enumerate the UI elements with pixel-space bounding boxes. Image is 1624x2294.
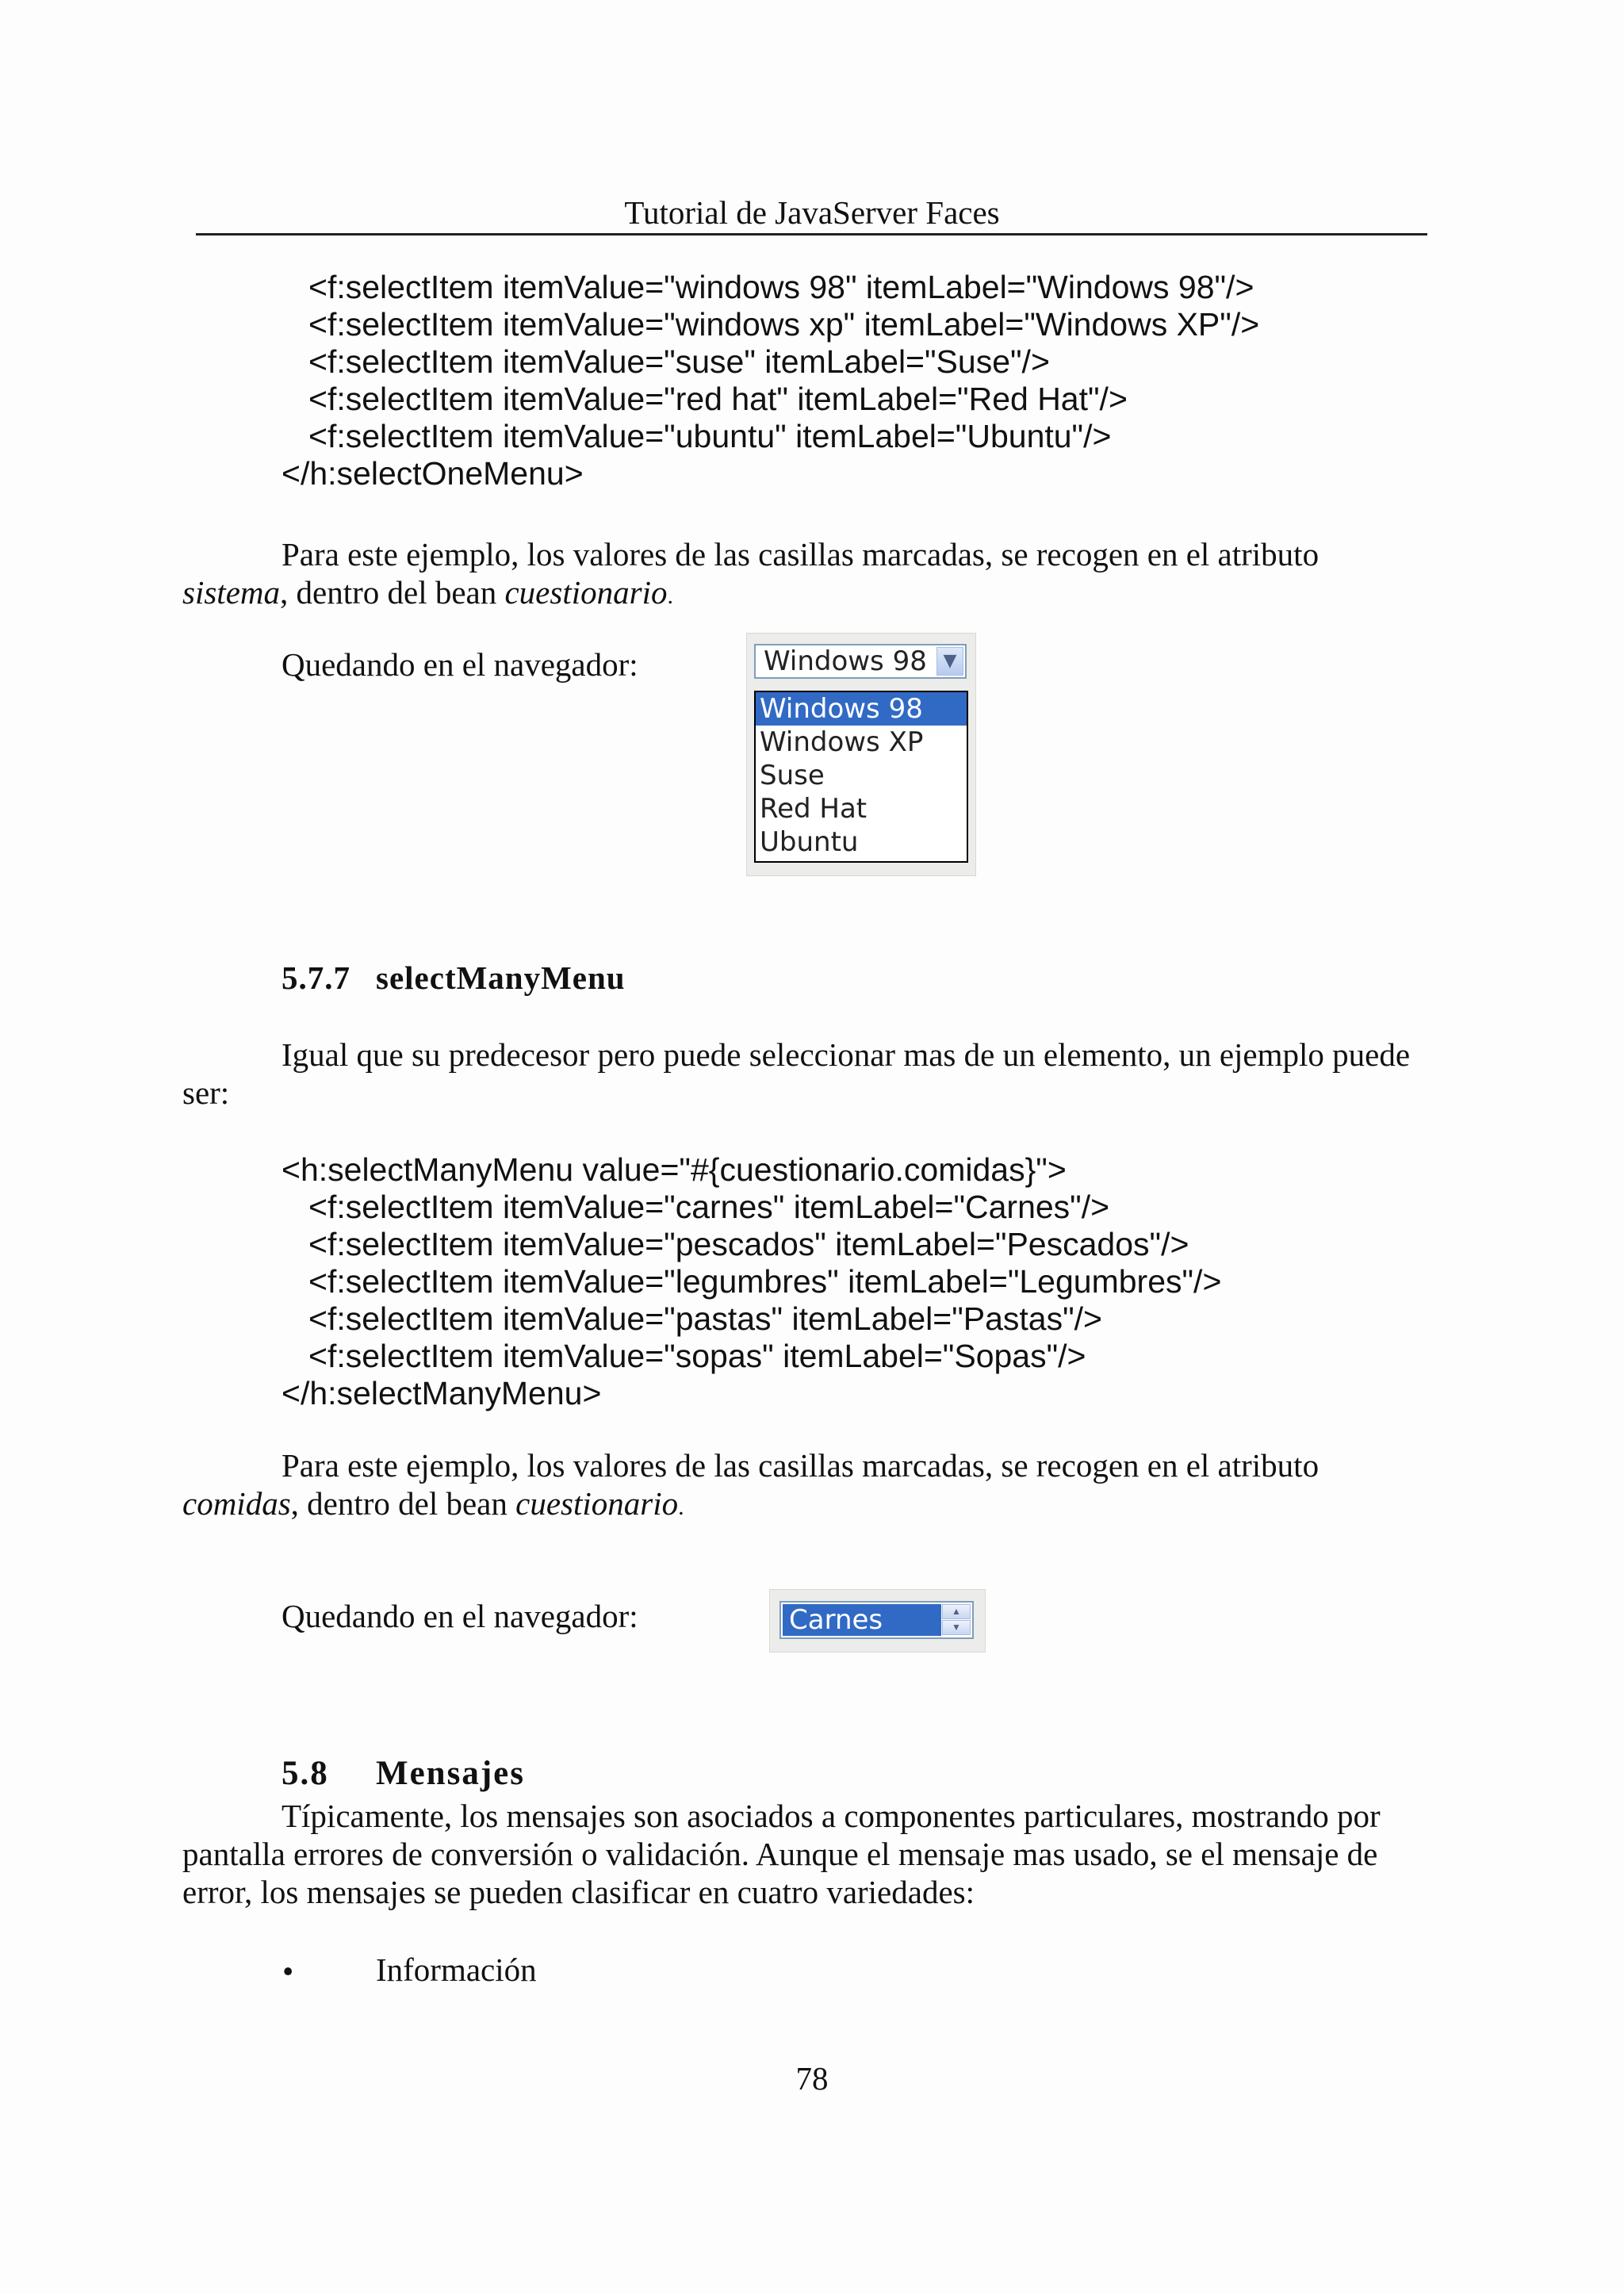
code-line: <f:selectItem itemValue="windows 98" itemLabel="Windows 98"/>: [308, 269, 1254, 305]
scroll-down-icon[interactable]: ▼: [942, 1620, 971, 1635]
code-line: <h:selectManyMenu value="#{cuestionario.comidas}">: [282, 1151, 1067, 1188]
dropdown-option[interactable]: Windows 98: [756, 692, 967, 726]
bullet-marker: •: [282, 1953, 294, 1990]
text-fragment: , dentro del bean: [290, 1485, 516, 1522]
code-line: <f:selectItem itemValue="legumbres" itemLabel="Legumbres"/>: [308, 1263, 1222, 1300]
paragraph-line: Igual que su predecesor pero puede seleccionar mas de un elemento, un ejemplo puede: [282, 1036, 1411, 1073]
bullet-item: Información: [376, 1951, 537, 1988]
section-number: 5.8: [282, 1755, 329, 1792]
text-fragment: , dentro del bean: [280, 574, 505, 611]
section-number: 5.7.7: [282, 959, 350, 996]
paragraph-line: [182, 573, 673, 615]
paragraph-line: Para este ejemplo, los valores de las casillas marcadas, se recogen en el atributo: [282, 1447, 1320, 1484]
select-many-menu[interactable]: [779, 1601, 974, 1639]
code-line: <f:selectItem itemValue="pescados" itemLabel="Pescados"/>: [308, 1226, 1189, 1262]
code-line: <f:selectItem itemValue="windows xp" itemLabel="Windows XP"/>: [308, 306, 1260, 343]
page-header-title: Tutorial de JavaServer Faces: [624, 194, 1000, 231]
paragraph-line: ser:: [182, 1074, 230, 1111]
scroll-up-icon[interactable]: ▲: [942, 1604, 971, 1619]
code-line: <f:selectItem itemValue="ubuntu" itemLabel="Ubuntu"/>: [308, 418, 1112, 454]
italic-term: cuestionario: [504, 574, 668, 611]
period: .: [678, 1494, 684, 1520]
paragraph-line: [182, 1484, 684, 1526]
select-one-menu-screenshot: [746, 633, 976, 876]
section-title: selectManyMenu: [376, 959, 626, 996]
dropdown-option[interactable]: Ubuntu: [760, 826, 859, 858]
dropdown-list: [754, 691, 968, 863]
section-title: Mensajes: [376, 1755, 525, 1792]
paragraph-line: error, los mensajes se pueden clasificar en cuatro variedades:: [182, 1874, 975, 1910]
code-line: <f:selectItem itemValue="carnes" itemLabel="Carnes"/>: [308, 1189, 1110, 1225]
paragraph-line: Típicamente, los mensajes son asociados a componentes particulares, mostrando por: [282, 1798, 1381, 1834]
page-number: 78: [795, 2060, 829, 2097]
browser-label: Quedando en el navegador:: [282, 646, 638, 683]
italic-term: comidas: [182, 1485, 291, 1522]
italic-term: sistema: [182, 574, 280, 611]
select-many-menu-screenshot: [769, 1589, 986, 1653]
code-line: </h:selectOneMenu>: [282, 455, 584, 492]
code-line: <f:selectItem itemValue="red hat" itemLabel="Red Hat"/>: [308, 381, 1128, 417]
dropdown-option[interactable]: Red Hat: [760, 793, 868, 825]
paragraph-line: Para este ejemplo, los valores de las casillas marcadas, se recogen en el atributo: [282, 536, 1320, 573]
period: .: [667, 583, 673, 609]
chevron-down-icon[interactable]: ▼: [936, 647, 963, 676]
select-value: Windows 98: [764, 645, 927, 677]
code-line: </h:selectManyMenu>: [282, 1375, 602, 1411]
paragraph-line: pantalla errores de conversión o validación. Aunque el mensaje mas usado, se el mensaje de: [182, 1836, 1378, 1872]
dropdown-option[interactable]: Suse: [760, 760, 825, 791]
code-line: <f:selectItem itemValue="pastas" itemLabel="Pastas"/>: [308, 1300, 1102, 1337]
code-line: <f:selectItem itemValue="sopas" itemLabel="Sopas"/>: [308, 1338, 1086, 1374]
dropdown-option[interactable]: Windows XP: [760, 726, 924, 758]
code-line: <f:selectItem itemValue="suse" itemLabel="Suse"/>: [308, 343, 1050, 380]
header-rule: [196, 233, 1427, 236]
select-value: Carnes: [783, 1604, 941, 1636]
browser-label: Quedando en el navegador:: [282, 1598, 638, 1634]
scroll-buttons: [942, 1604, 971, 1636]
select-one-menu[interactable]: [754, 644, 967, 679]
italic-term: cuestionario: [515, 1485, 679, 1522]
